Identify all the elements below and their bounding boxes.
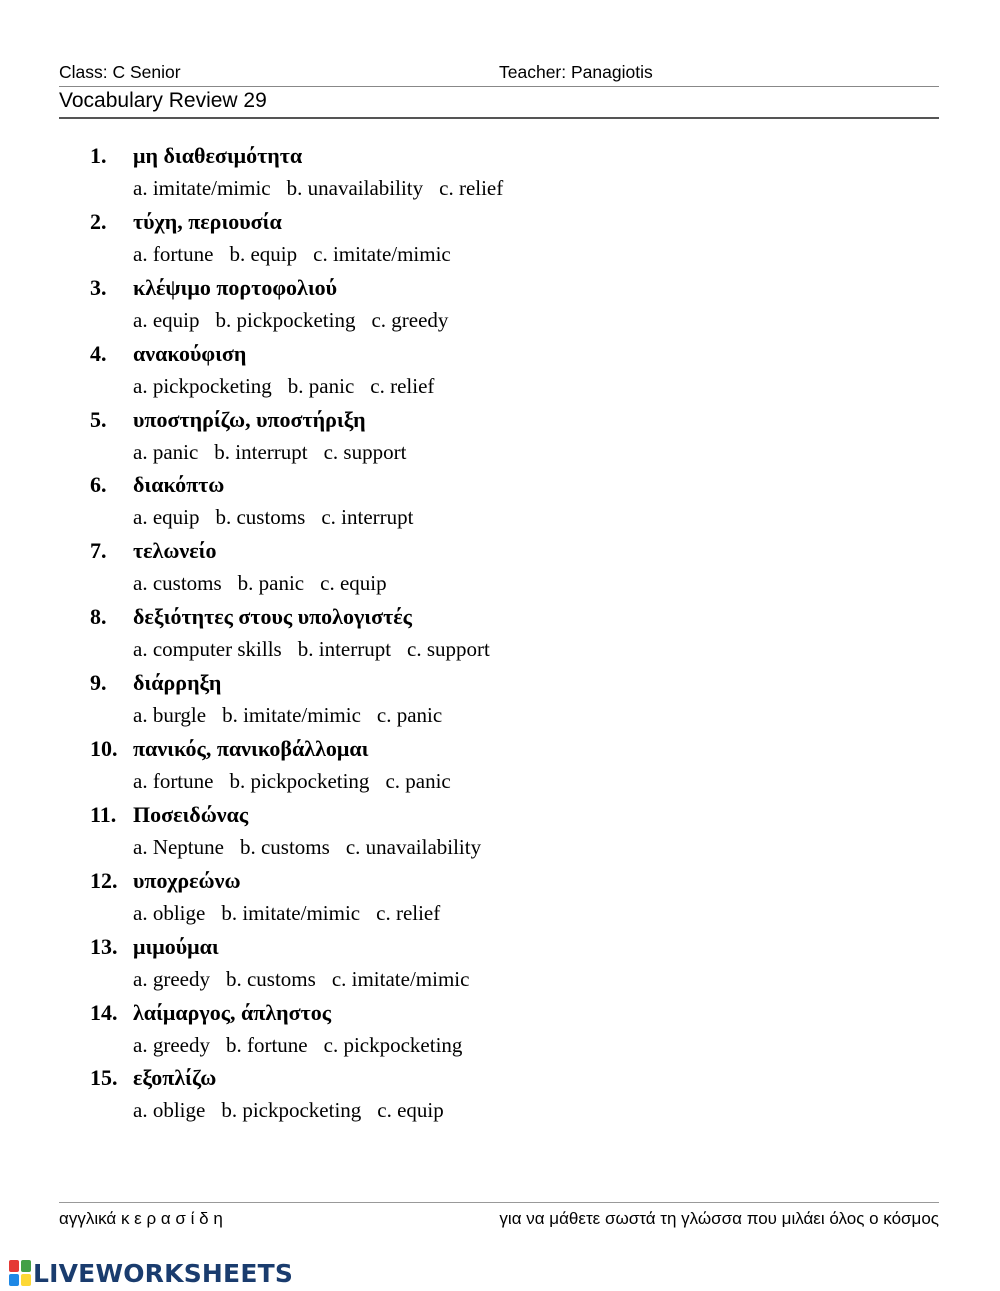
question-prompt: εξοπλίζω	[133, 1065, 217, 1091]
answer-option[interactable]: c. relief	[439, 176, 504, 200]
question-prompt: μιμούμαι	[133, 933, 219, 959]
answer-option[interactable]: b. interrupt	[297, 637, 392, 662]
answer-options	[133, 242, 467, 267]
answer-option[interactable]: a. pickpocketing	[133, 373, 272, 398]
answer-option[interactable]: c. panic	[376, 703, 443, 728]
question-prompt: διάρρηξη	[133, 670, 222, 696]
answer-option[interactable]: a. imitate/mimic	[133, 176, 271, 200]
title-divider	[59, 117, 939, 119]
answer-option[interactable]: a. equip	[133, 505, 200, 530]
answer-option[interactable]: a. equip	[133, 307, 200, 332]
question-item	[0, 341, 1000, 407]
question-item	[0, 868, 1000, 934]
answer-option[interactable]: c. equip	[320, 571, 387, 596]
question-number: 1.	[90, 143, 107, 168]
question-item	[0, 1065, 1000, 1131]
logo-text: LIVEWORKSHEETS	[33, 1258, 294, 1288]
question-number: 3.	[90, 274, 107, 300]
answer-option[interactable]: a. computer skills	[133, 637, 282, 662]
question-item	[0, 802, 1000, 868]
answer-option[interactable]: b. customs	[225, 966, 316, 991]
answer-options	[133, 440, 422, 465]
answer-option[interactable]: b. equip	[229, 241, 298, 266]
answer-option[interactable]: b. panic	[287, 373, 355, 398]
question-item	[0, 538, 1000, 604]
answer-options	[133, 835, 497, 860]
answer-option[interactable]: c. greedy	[371, 307, 449, 332]
question-item	[0, 670, 1000, 736]
class-label: Class: C Senior	[59, 62, 181, 82]
answer-option[interactable]: c. interrupt	[321, 505, 414, 530]
answer-option[interactable]: c. relief	[376, 900, 441, 925]
question-item	[0, 934, 1000, 1000]
answer-option[interactable]: b. pickpocketing	[229, 769, 370, 794]
answer-option[interactable]: a. Neptune	[133, 834, 224, 859]
answer-option[interactable]: a. burgle	[133, 703, 207, 728]
question-number: 9.	[90, 670, 107, 696]
answer-options	[133, 374, 450, 399]
question-prompt: λαίμαργος, άπληστος	[133, 999, 332, 1025]
answer-option[interactable]: b. pickpocketing	[215, 307, 356, 332]
answer-option[interactable]: a. greedy	[133, 966, 210, 991]
teacher-label: Teacher: Panagiotis	[499, 62, 653, 82]
answer-option[interactable]: a. greedy	[133, 1032, 210, 1057]
footer-divider	[59, 1202, 939, 1203]
question-number: 4.	[90, 340, 107, 366]
question-list	[0, 143, 1000, 1131]
answer-option[interactable]: c. pickpocketing	[323, 1032, 463, 1057]
answer-option[interactable]: b. customs	[215, 505, 306, 530]
answer-option[interactable]: b. imitate/mimic	[222, 703, 361, 728]
question-number: 15.	[90, 1065, 118, 1091]
question-number: 11.	[90, 801, 117, 827]
answer-option[interactable]: a. panic	[133, 439, 199, 464]
question-prompt: υποστηρίζω, υποστήριξη	[133, 406, 366, 432]
answer-option[interactable]: b. unavailability	[286, 176, 424, 200]
answer-options	[133, 901, 456, 926]
answer-options	[133, 637, 506, 662]
answer-option[interactable]: a. oblige	[133, 900, 206, 925]
question-item	[0, 407, 1000, 473]
question-item	[0, 736, 1000, 802]
answer-option[interactable]: c. imitate/mimic	[331, 966, 470, 991]
answer-options	[133, 1033, 478, 1058]
question-prompt: δεξιότητες στους υπολογιστές	[133, 604, 412, 630]
answer-option[interactable]: c. relief	[370, 373, 435, 398]
question-item	[0, 1000, 1000, 1066]
answer-option[interactable]: b. pickpocketing	[221, 1098, 362, 1123]
answer-option[interactable]: c. support	[323, 439, 407, 464]
answer-option[interactable]: c. panic	[385, 769, 451, 794]
question-number: 5.	[90, 406, 107, 432]
question-number: 6.	[90, 472, 107, 498]
question-item	[0, 209, 1000, 275]
question-number: 8.	[90, 604, 107, 630]
header-divider	[59, 86, 939, 87]
answer-options	[133, 308, 464, 333]
question-prompt: τελωνείο	[133, 538, 217, 564]
question-item	[0, 275, 1000, 341]
answer-option[interactable]: c. equip	[377, 1098, 444, 1123]
question-prompt: πανικός, πανικοβάλλομαι	[133, 736, 369, 762]
question-prompt: ανακούφιση	[133, 340, 247, 366]
answer-option[interactable]: b. panic	[237, 571, 305, 596]
answer-options	[133, 1098, 460, 1123]
answer-option[interactable]: b. customs	[239, 834, 330, 859]
liveworksheets-logo-icon	[9, 1260, 31, 1286]
answer-option[interactable]: a. fortune	[133, 241, 214, 266]
answer-option[interactable]: b. fortune	[225, 1032, 308, 1057]
answer-option[interactable]: c. imitate/mimic	[313, 241, 451, 266]
answer-option[interactable]: a. customs	[133, 571, 222, 596]
answer-options	[133, 967, 485, 992]
question-prompt: τύχη, περιουσία	[133, 208, 282, 234]
question-prompt: διακόπτω	[133, 472, 225, 498]
question-item	[0, 472, 1000, 538]
answer-option[interactable]: c. support	[407, 637, 490, 662]
answer-option[interactable]: c. unavailability	[345, 834, 482, 859]
question-prompt: Ποσειδώνας	[133, 801, 249, 827]
answer-option[interactable]: b. interrupt	[214, 439, 308, 464]
question-prompt: μη διαθεσιμότητα	[133, 143, 303, 168]
question-number: 14.	[90, 999, 118, 1025]
answer-option[interactable]: a. oblige	[133, 1098, 206, 1123]
question-number: 7.	[90, 538, 107, 564]
question-number: 13.	[90, 933, 118, 959]
answer-option[interactable]: a. fortune	[133, 769, 214, 794]
question-item	[0, 143, 1000, 209]
answer-options	[133, 769, 467, 794]
question-number: 2.	[90, 208, 107, 234]
footer-left-text: αγγλικά κ ε ρ α σ ί δ η	[59, 1209, 223, 1228]
answer-options	[133, 703, 458, 728]
answer-options	[133, 176, 519, 201]
footer-right-text: για να μάθετε σωστά τη γλώσσα που μιλάει όλος ο κόσμος	[499, 1209, 939, 1228]
question-prompt: κλέψιμο πορτοφολιού	[133, 274, 338, 300]
page-title: Vocabulary Review 29	[59, 89, 267, 112]
question-prompt: υποχρεώνω	[133, 867, 241, 893]
liveworksheets-logo[interactable]	[9, 1258, 293, 1288]
answer-options	[133, 571, 403, 596]
question-number: 10.	[90, 736, 118, 762]
question-item	[0, 604, 1000, 670]
answer-option[interactable]: b. imitate/mimic	[221, 900, 361, 925]
question-number: 12.	[90, 867, 118, 893]
answer-options	[133, 505, 429, 530]
